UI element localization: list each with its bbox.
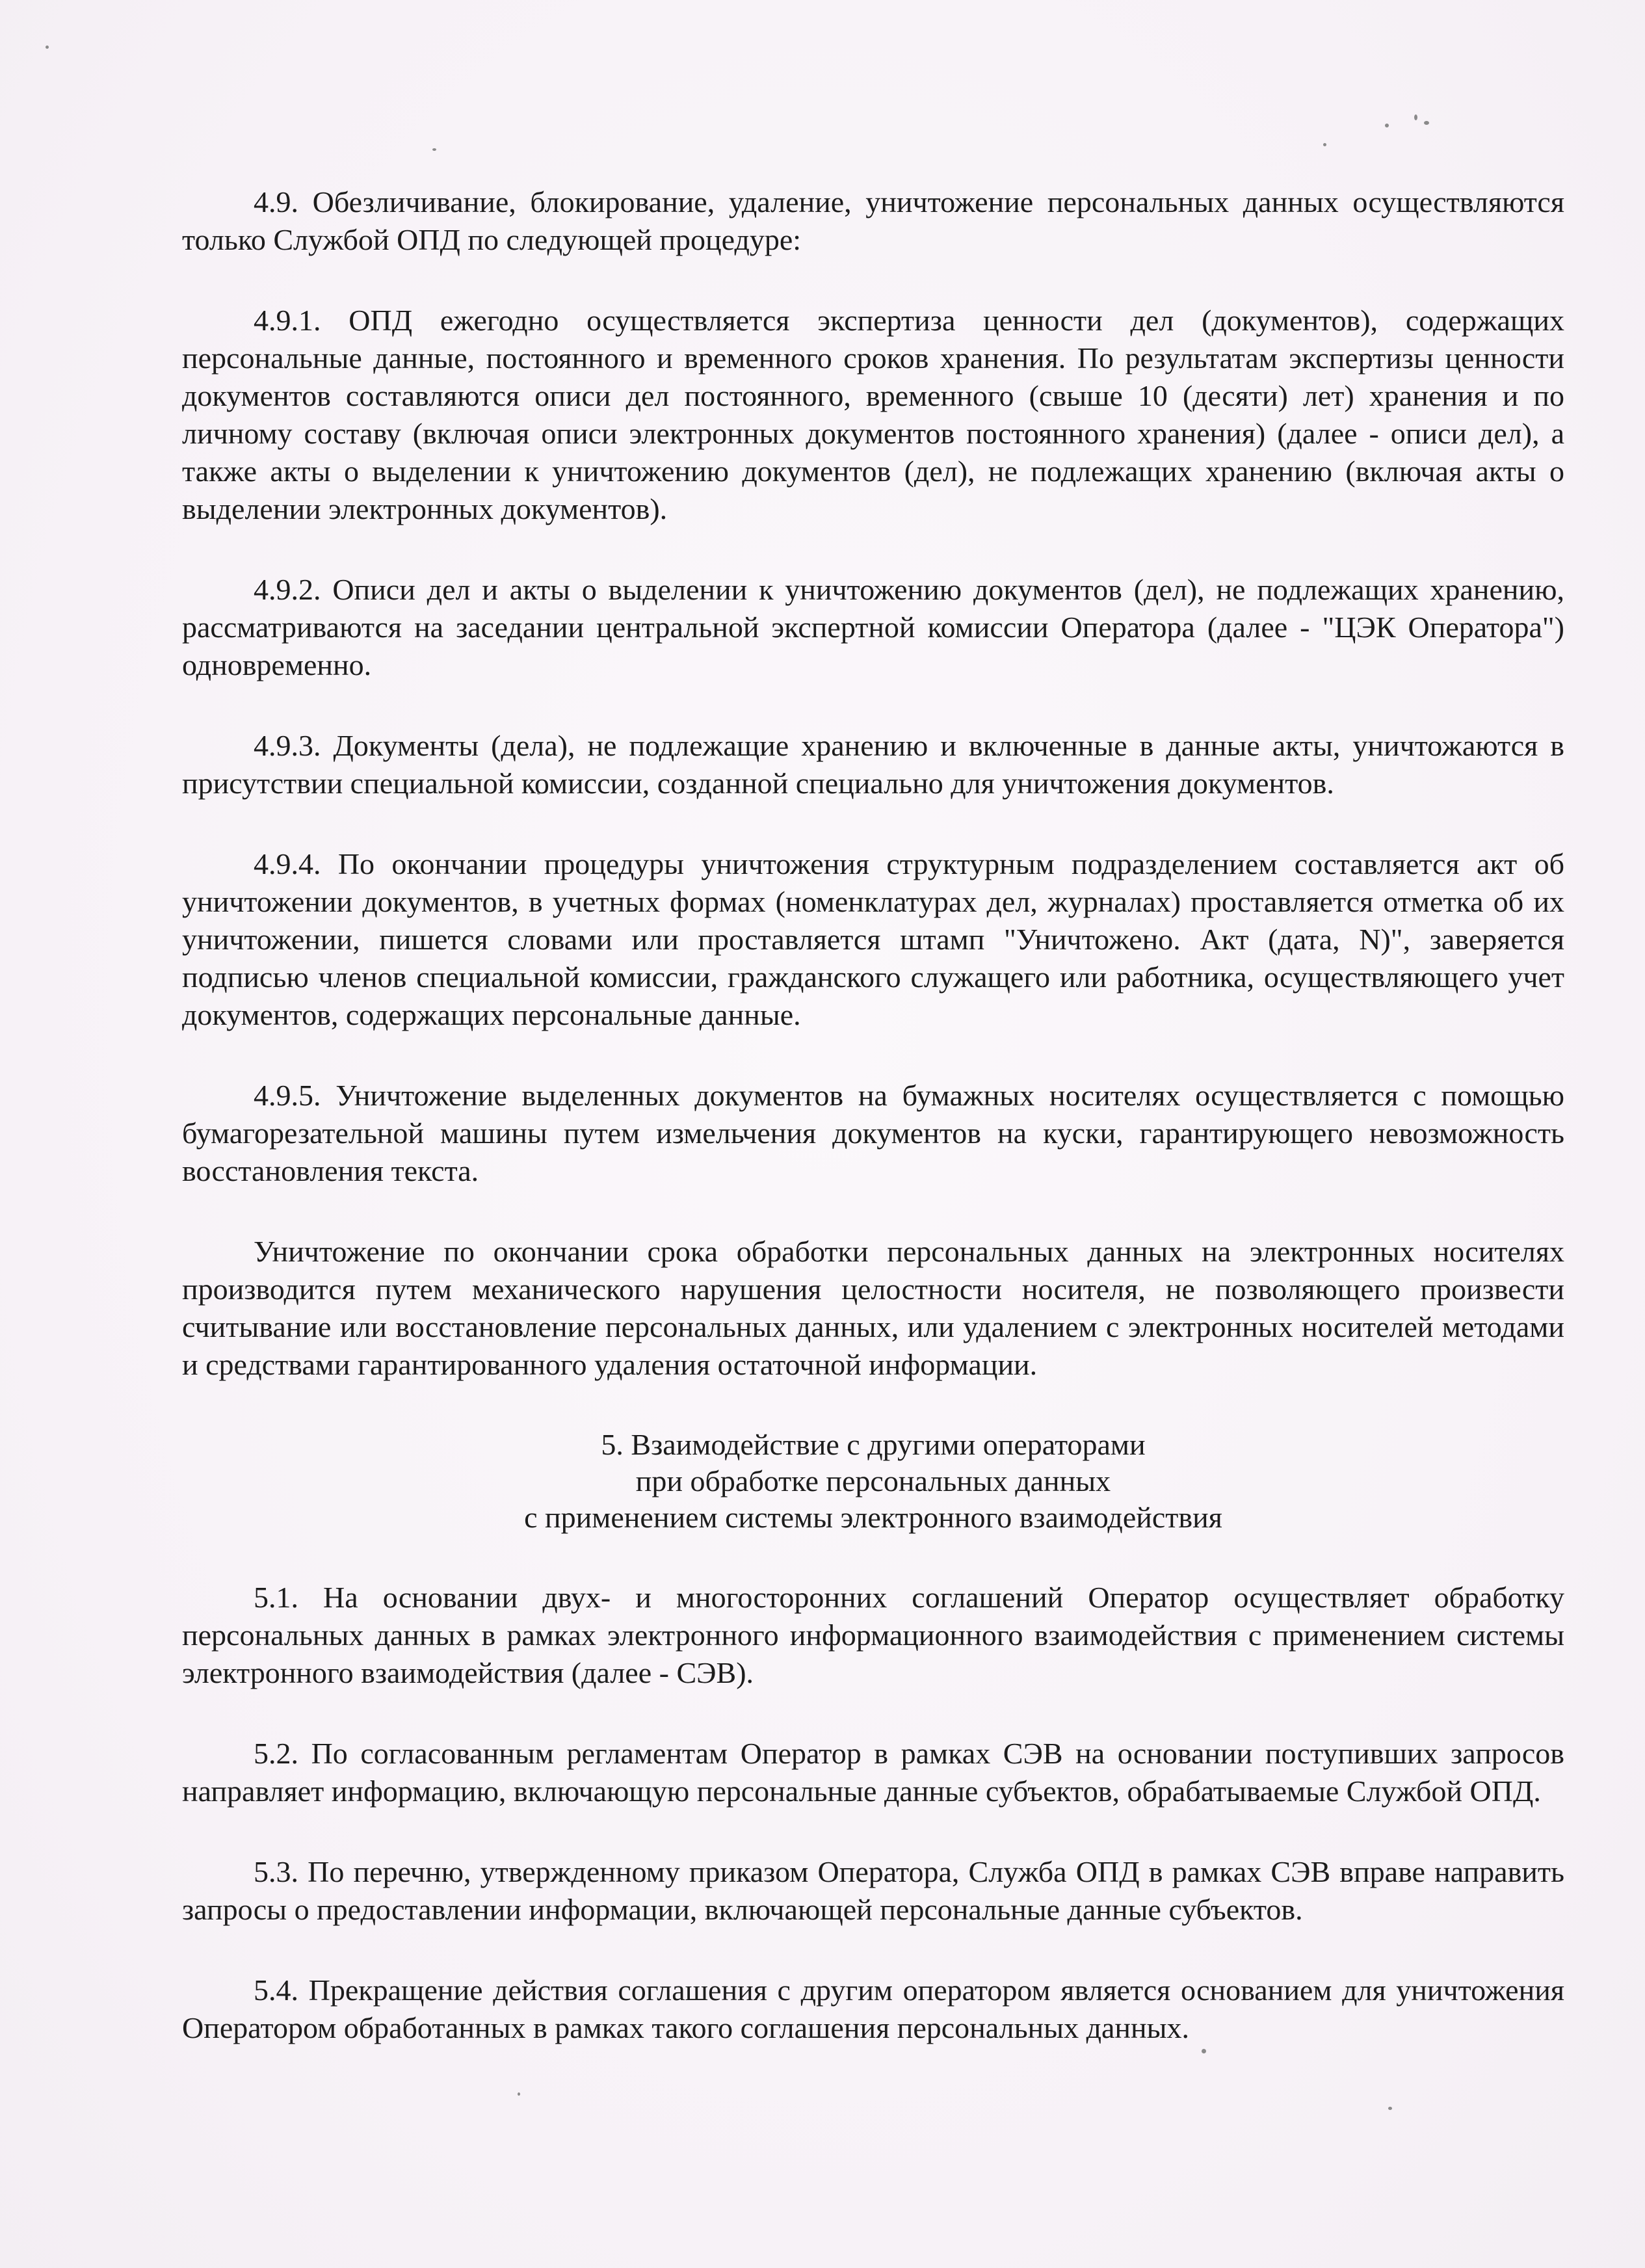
scan-speck: [1385, 124, 1389, 127]
paragraph-4-9-4: 4.9.4. По окончании процедуры уничтожения структурным подразделением составляется акт об уничтожении документов, в учетных формах (номенклатурах дел, журналах) проставляется отметка об их уничтожении, пишется словами или проставляется штамп "Уничтожено. Акт (дата, N)", заверяется подписью членов специальной комиссии, гражданского служащего или работника, осуществляющего учет документов, содержащих персональные данные.: [182, 847, 1564, 1031]
paragraph-destruction-electronic: Уничтожение по окончании срока обработки персональных данных на электронных носителях производится путем механического нарушения целостности носителя, не позволяющего произвести считывание или восстановление персональных данных, или удалением с электронных носителей методами и средствами гарантированного удаления остаточной информации.: [182, 1235, 1564, 1381]
paragraph-4-9-1: 4.9.1. ОПД ежегодно осуществляется экспертиза ценности дел (документов), содержащих персональные данные, постоянного и временного сроков хранения. По результатам экспертизы ценности документов составляются описи дел постоянного, временного (свыше 10 (десяти) лет) хранения и по личному составу (включая описи электронных документов постоянного хранения) (далее - описи дел), а также акты о выделении к уничтожению документов (дел), не подлежащих хранению (включая акты о выделении электронных документов).: [182, 304, 1564, 525]
scan-speck: [432, 148, 436, 151]
paragraph-5-3: 5.3. По перечню, утвержденному приказом Оператора, Служба ОПД в рамках СЭВ вправе направить запросы о предоставлении информации, включающей персональные данные субъектов.: [182, 1855, 1564, 1926]
scan-speck: [1414, 114, 1417, 120]
section-5-heading: [182, 1427, 1564, 1536]
scan-speck: [1424, 121, 1429, 125]
scan-speck: [46, 46, 49, 49]
scan-speck: [1388, 2107, 1392, 2110]
document-body: [182, 183, 1564, 2090]
paragraph-5-2: 5.2. По согласованным регламентам Оператор в рамках СЭВ на основании поступивших запросов направляет информацию, включающую персональные данные субъектов, обрабатываемые Службой ОПД.: [182, 1737, 1564, 1808]
paragraph-4-9: 4.9. Обезличивание, блокирование, удаление, уничтожение персональных данных осуществляются только Службой ОПД по следующей процедуре:: [182, 185, 1564, 256]
section-5-heading-line2: при обработке персональных данных: [635, 1464, 1111, 1497]
scan-speck: [1323, 143, 1326, 146]
paragraph-4-9-2: 4.9.2. Описи дел и акты о выделении к уничтожению документов (дел), не подлежащих хранению, рассматриваются на заседании центральной экспертной комиссии Оператора (далее - "ЦЭК Оператора") одновременно.: [182, 573, 1564, 681]
section-5-heading-line1: 5. Взаимодействие с другими операторами: [601, 1428, 1146, 1461]
section-5-heading-line3: с применением системы электронного взаимодействия: [524, 1501, 1222, 1534]
scan-speck: [518, 2092, 520, 2096]
paragraph-5-1: 5.1. На основании двух- и многосторонних соглашений Оператор осуществляет обработку персональных данных в рамках электронного информационного взаимодействия с применением системы электронного взаимодействия (далее - СЭВ).: [182, 1581, 1564, 1689]
paragraph-4-9-5: 4.9.5. Уничтожение выделенных документов на бумажных носителях осуществляется с помощью бумагорезательной машины путем измельчения документов на куски, гарантирующего невозможность восстановления текста.: [182, 1079, 1564, 1187]
paragraph-5-4: 5.4. Прекращение действия соглашения с другим оператором является основанием для уничтожения Оператором обработанных в рамках такого соглашения персональных данных.: [182, 1973, 1564, 2044]
paragraph-4-9-3: 4.9.3. Документы (дела), не подлежащие хранению и включенные в данные акты, уничтожаются в присутствии специальной комиссии, созданной специально для уничтожения документов.: [182, 729, 1564, 800]
